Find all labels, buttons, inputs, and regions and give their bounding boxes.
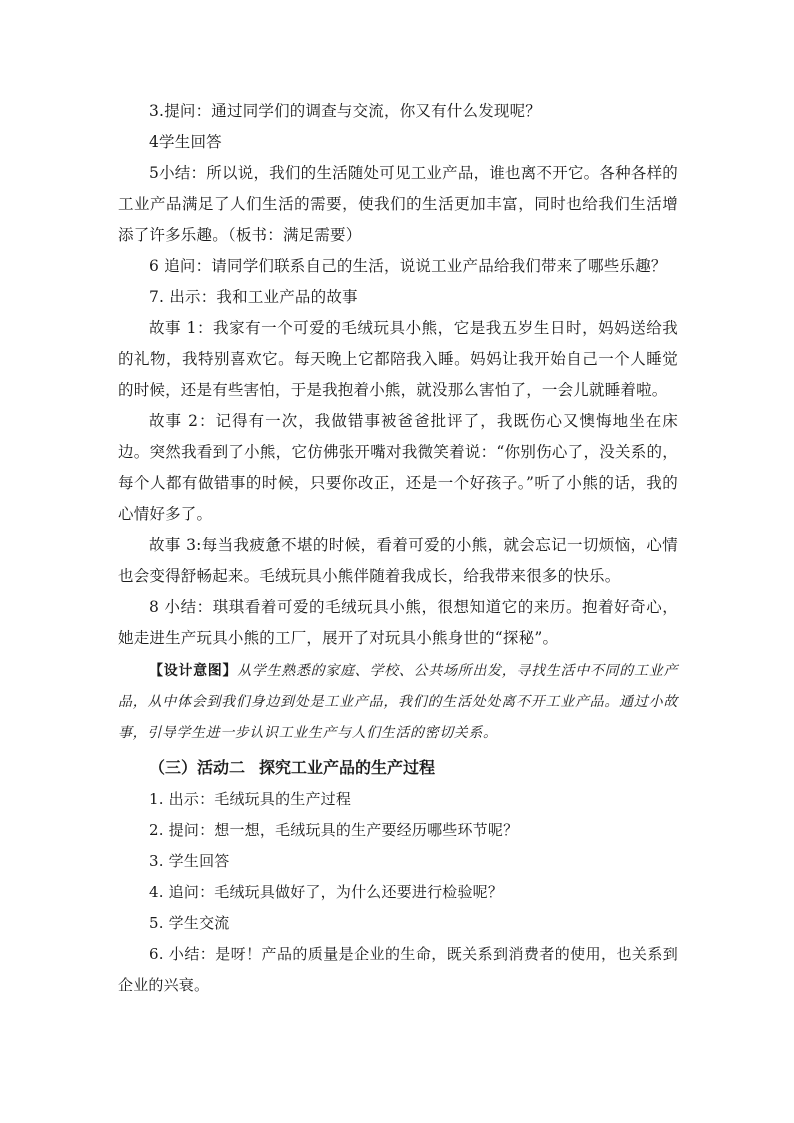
document-body [118,96,678,1001]
activity-two-heading [118,751,678,784]
design-intent-text: 从学生熟悉的家庭、学校、公共场所出发，寻找生活中不同的工业产品，从中体会到我们身边到处是工业产品，我们的生活处处离不开工业产品。通过小故事，引导学生进一步认识工业生产与人们生活的密切关系。 [118,663,678,741]
step-4-followup: 4. 追问：毛绒玩具做好了，为什么还要进行检验呢？ [149,883,504,901]
activity-two-prefix: （三）活动二 [149,758,246,777]
paragraph-story-3: 故事 3:每当我疲惫不堪的时候，看着可爱的小熊，就会忘记一切烦恼，心情也会变得舒畅起来。毛绒玩具小熊伴随着我成长，给我带来很多的快乐。 [118,536,678,585]
activity-two-steps [118,784,678,1001]
paragraph-summary-5: 5小结：所以说，我们的生活随处可见工业产品，谁也离不开它。各种各样的工业产品满足了人们生活的需要，使我们的生活更加丰富，同时也给我们生活增添了许多乐趣。（板书：满足需要） [118,164,678,244]
step-3-answer: 3. 学生回答 [149,852,230,870]
step-1-show: 1. 出示：毛绒玩具的生产过程 [149,790,352,808]
paragraph-summary-8: 8 小结：琪琪看着可爱的毛绒玩具小熊，很想知道它的来历。抱着好奇心，她走进生产玩具小熊的工厂，展开了对玩具小熊身世的“探秘”。 [118,598,678,647]
activity-two-title: 探究工业产品的生产过程 [259,758,436,777]
paragraph-story-2: 故事 2：记得有一次，我做错事被爸爸批评了，我既伤心又懊悔地坐在床边。突然我看到了小熊，它仿佛张开嘴对我微笑着说：“你别伤心了，没关系的，每个人都有做错事的时候，只要你改正，还是一个好孩子。”听了小熊的话，我的心情好多了。 [118,412,678,523]
paragraph-story-1: 故事 1：我家有一个可爱的毛绒玩具小熊，它是我五岁生日时，妈妈送给我的礼物，我特别喜欢它。每天晚上它都陪我入睡。妈妈让我开始自己一个人睡觉的时候，还是有些害怕，于是我抱着小熊，就没那么害怕了，一会儿就睡着啦。 [118,319,678,399]
paragraph-question-3: 3.提问：通过同学们的调查与交流，你又有什么发现呢？ [149,102,541,120]
design-intent-tag: 【设计意图】 [149,663,238,679]
design-intent [118,656,678,749]
paragraph-show-7: 7. 出示：我和工业产品的故事 [149,288,358,306]
step-5-exchange: 5. 学生交流 [149,914,230,932]
step-6-summary: 6. 小结：是呀！产品的质量是企业的生命，既关系到消费者的使用，也关系到企业的兴衰。 [118,945,678,994]
paragraph-student-answer-4: 4学生回答 [149,133,222,151]
step-2-question: 2. 提问：想一想，毛绒玩具的生产要经历哪些环节呢？ [149,821,519,839]
paragraph-followup-6: 6 追问：请同学们联系自己的生活，说说工业产品给我们带来了哪些乐趣？ [149,257,667,275]
